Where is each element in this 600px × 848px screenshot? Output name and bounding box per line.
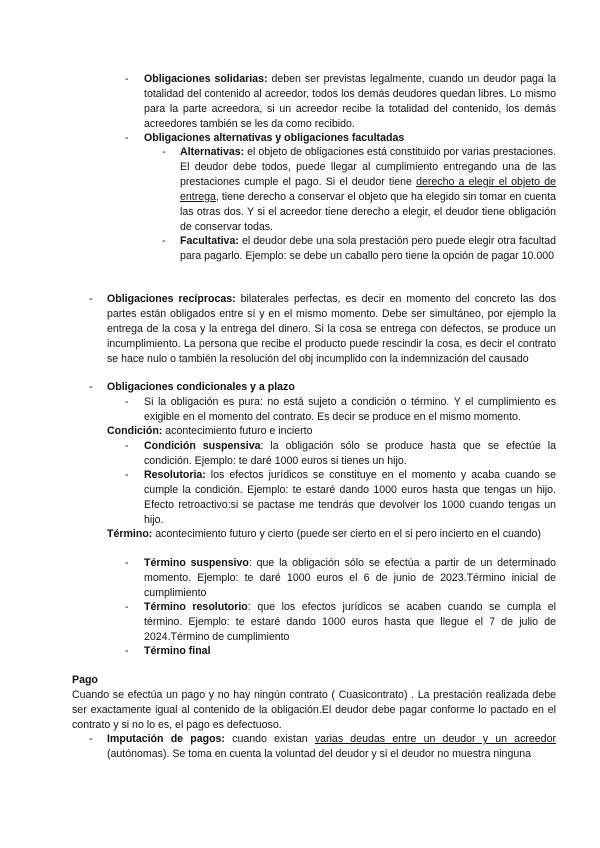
term-termino: Término: xyxy=(107,528,153,540)
bullet-dash: - xyxy=(125,469,129,481)
paragraph-condicion: Condición: acontecimiento futuro e incierto xyxy=(107,425,313,437)
paragraph-imputacion: Imputación de pagos: cuando existan varias deudas entre un deudor y un acreedor (autónomas). Se toma en cuenta la voluntad del deudor y si el deudor no muestra ninguna xyxy=(107,733,556,760)
term-condicion-suspensiva: Condición suspensiva xyxy=(144,440,261,452)
paragraph-resolutoria: Resolutoria: los efectos jurídicos se constituye en el momento y acaba cuando se cumple la condición. Ejemplo: te estaré dando 1000 euros hasta que tengas un hijo. Efecto retroactivo:si se pactase me tendrás que devolver los 1000 cuando tengas un hijo. xyxy=(144,469,556,526)
paragraph-solidarias: Obligaciones solidarias: deben ser previstas legalmente, cuando un deudor paga la totalidad del contenido al acreedor, todos los demás deudores quedan libres. Lo mismo para la parte acreedora, si un acreedor recibe la totalidad del contenido, los demás acreedores también se les da como recibido. xyxy=(144,73,556,130)
term-solidarias: Obligaciones solidarias: xyxy=(144,73,268,85)
underlined-phrase: varias deudas entre un deudor y un acreedor xyxy=(314,733,556,745)
paragraph-pago: Cuando se efectúa un pago y no hay ningún contrato ( Cuasicontrato) . La prestación realizada debe ser exactamente igual al contenido de la obligación.El deudor debe pagar conforme lo pactado en el contrato y si no lo es, el pago es defectuoso. xyxy=(72,689,556,731)
term-facultativa: Facultativa: xyxy=(180,235,239,247)
bullet-dash: - xyxy=(89,381,93,393)
paragraph-alternativas: Alternativas: el objeto de obligaciones está constituido por varias prestaciones. El deudor debe todos, puede llegar al cumplimiento entregando una de las prestaciones cumple el pago. Si el deudor tiene derecho a elegir el objeto de entrega, tiene derecho a conservar el objeto que ha elegido sin tomar en cuenta las otras dos. Y si el acreedor tiene derecho a elegir, el deudor tiene obligación de conservar todas. xyxy=(180,146,556,233)
term-termino-final: Término final xyxy=(144,645,211,657)
bullet-dash: - xyxy=(125,601,129,613)
paragraph-pura: Si la obligación es pura: no está sujeto a condición o término. Y el cumplimiento es exigible en el momento del contrato. Es decir se produce en el mismo momento. xyxy=(144,396,556,423)
paragraph-termino-resolutorio: Término resolutorio: que los efectos jurídicos se acaben cuando se cumpla el término. Ejemplo: te estaré dando 1000 euros hasta que llegue el 7 de julio de 2024.Término de cumplimiento xyxy=(144,601,557,643)
bullet-dash: - xyxy=(89,733,93,745)
term-condicion: Condición: xyxy=(107,425,163,437)
term-imputacion: Imputación de pagos: xyxy=(107,733,225,745)
bullet-dash: - xyxy=(125,132,129,144)
bullet-dash: - xyxy=(125,396,129,408)
paragraph-termino-suspensivo: Término suspensivo: que la obligación sólo se efectúa a partir de un determinado momento. Ejemplo: te daré 1000 euros el 6 de junio de 2023.Término inicial de cumplimiento xyxy=(144,557,556,599)
bullet-dash: - xyxy=(125,645,129,657)
bullet-dash: - xyxy=(125,557,129,569)
term-termino-resolutorio: Término resolutorio xyxy=(144,601,248,613)
term-resolutoria: Resolutoria: xyxy=(144,469,206,481)
term-reciprocas: Obligaciones recíprocas: xyxy=(107,293,236,305)
heading-alternativas: Obligaciones alternativas y obligaciones facultadas xyxy=(144,132,405,144)
paragraph-reciprocas: Obligaciones recíprocas: bilaterales perfectas, es decir en momento del concreto las dos partes están obligados entre sí y en el mismo momento. Debe ser simultáneo, por ejemplo la entrega de la cosa y la entrega del dinero. Si la cosa se entrega con defectos, se produce un incumplimiento. La persona que recibe el producto puede rescindir la cosa, es decir el contrato se hace nulo o también la resolución del obj incumplido con la indemnización del causado xyxy=(107,293,556,365)
bullet-dash: - xyxy=(162,235,166,247)
heading-condicionales: Obligaciones condicionales y a plazo xyxy=(107,381,295,393)
bullet-dash: - xyxy=(125,440,129,452)
section-heading-pago: Pago xyxy=(72,674,98,686)
bullet-dash: - xyxy=(89,293,93,305)
paragraph-termino: Término: acontecimiento futuro y cierto (puede ser cierto en el si pero incierto en el cuando) xyxy=(107,528,541,540)
term-alternativas: Alternativas: xyxy=(180,146,245,158)
paragraph-condicion-suspensiva: Condición suspensiva: la obligación sólo se produce hasta que se efectúe la condición. Ejemplo: te daré 1000 euros si tienes un hijo. xyxy=(144,440,556,467)
bullet-dash: - xyxy=(125,73,129,85)
term-termino-suspensivo: Término suspensivo xyxy=(144,557,249,569)
paragraph-facultativa: Facultativa: el deudor debe una sola prestación pero puede elegir otra facultad para pagarlo. Ejemplo: se debe un caballo pero tiene la opción de pagar 10.000 xyxy=(180,235,556,262)
paragraph-termino-final xyxy=(144,644,556,659)
bullet-dash: - xyxy=(162,146,166,158)
underlined-phrase: derecho a elegir el objeto de entrega xyxy=(180,176,556,203)
